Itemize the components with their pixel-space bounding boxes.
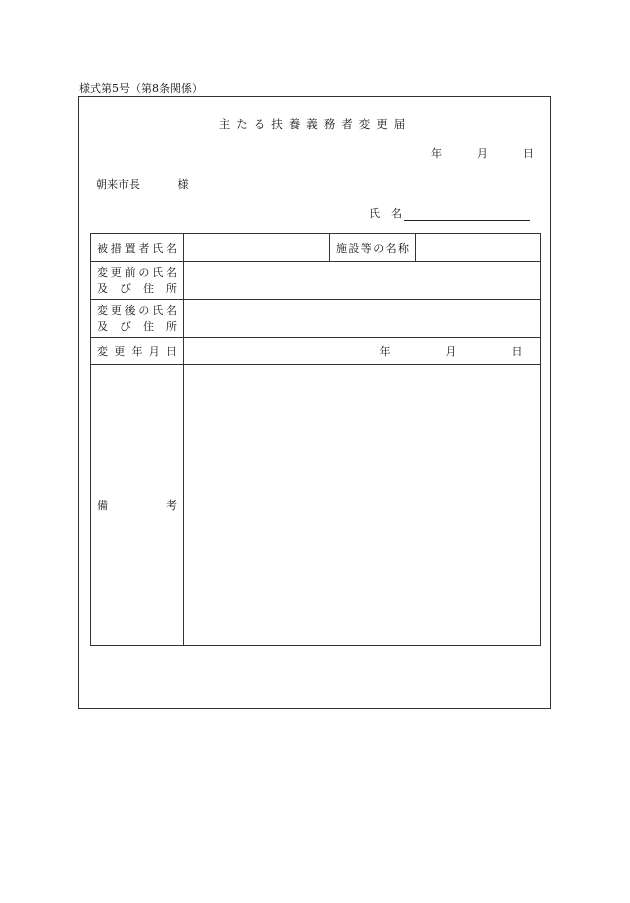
change-date-input[interactable] xyxy=(184,338,541,365)
after-change-input[interactable] xyxy=(184,300,541,338)
date-day-unit: 日 xyxy=(523,147,534,160)
after-change-label-line1: 変更後の氏名 xyxy=(97,303,177,317)
table-row xyxy=(91,262,541,300)
remarks-label xyxy=(91,365,184,646)
person-name-label: 被措置者氏名 xyxy=(91,234,184,262)
before-change-label xyxy=(91,262,184,300)
table-row xyxy=(91,234,541,262)
change-date-label: 変更年月日 xyxy=(91,338,184,365)
table-row xyxy=(91,365,541,646)
person-name-input[interactable] xyxy=(184,234,330,262)
change-date-month-unit: 月 xyxy=(445,345,457,358)
form-title: 主たる扶養義務者変更届 xyxy=(218,117,412,131)
table-row xyxy=(91,338,541,365)
table-row xyxy=(91,300,541,338)
after-change-label-line2: 及び住所 xyxy=(97,319,177,333)
remarks-input[interactable] xyxy=(184,365,541,646)
date-year-unit: 年 xyxy=(431,147,442,160)
applicant-name-field[interactable] xyxy=(369,205,530,221)
before-change-label-line1: 変更前の氏名 xyxy=(97,265,177,279)
submission-date xyxy=(431,145,534,161)
date-month-unit: 月 xyxy=(477,147,488,160)
remarks-label-left: 備 xyxy=(97,499,108,512)
after-change-label xyxy=(91,300,184,338)
change-date-day-unit: 日 xyxy=(511,345,523,358)
facility-name-input[interactable] xyxy=(416,234,541,262)
applicant-name-line[interactable] xyxy=(404,208,530,221)
facility-name-label: 施設等の名称 xyxy=(330,234,416,262)
remarks-label-right: 考 xyxy=(166,499,177,512)
change-date-year-unit: 年 xyxy=(379,345,391,358)
applicant-name-label: 氏 名 xyxy=(369,207,402,220)
addressee xyxy=(96,176,189,192)
form-table xyxy=(90,233,541,646)
form-number-label: 様式第5号（第8条関係） xyxy=(79,82,203,95)
addressee-name: 朝来市長 xyxy=(96,178,140,191)
before-change-label-line2: 及び住所 xyxy=(97,281,177,295)
before-change-input[interactable] xyxy=(184,262,541,300)
addressee-honorific: 様 xyxy=(177,178,189,191)
